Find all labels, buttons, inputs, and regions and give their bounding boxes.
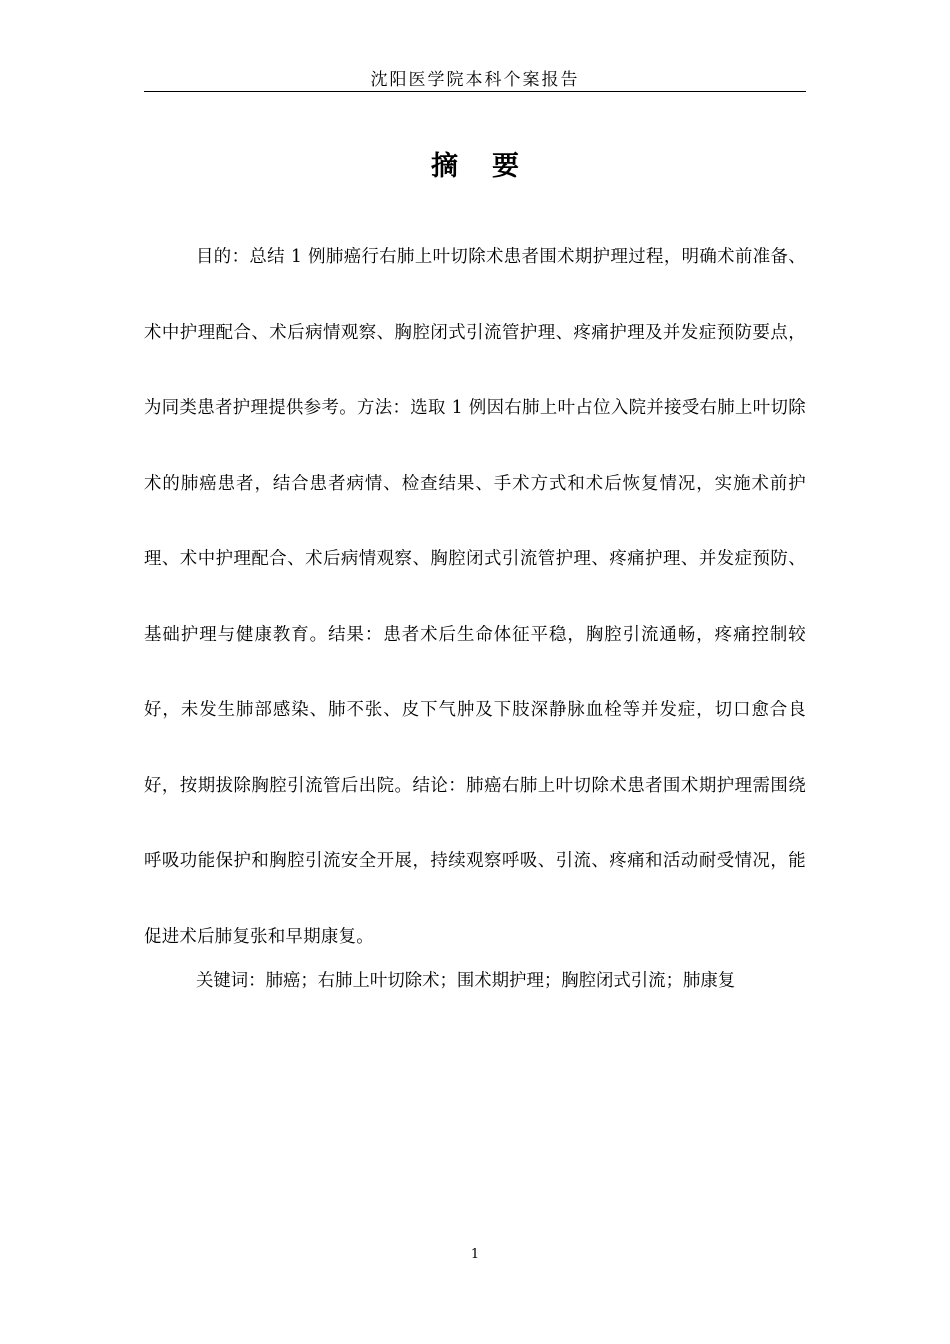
title-char-2: 要 [492,151,519,182]
method-label: 方法： [356,398,411,418]
method-text: 选取 1 例因右肺上叶占位入院并接受右肺上叶切除术的肺癌患者，结合患者病情、检查结果、手术方式和术后恢复情况，实施术前护理、术中护理配合、术后病情观察、胸腔闭式引流管护理、疼痛护理、并发症预防、基础护理与健康教育。 [144,398,806,645]
keywords-label: 关键词： [196,971,266,991]
result-text: 患者术后生命体征平稳，胸腔引流通畅，疼痛控制较好，未发生肺部感染、肺不张、皮下气肿及下肢深静脉血栓等并发症，切口愈合良好，按期拔除胸腔引流管后出院。 [144,624,806,796]
conclusion-text: 肺癌右肺上叶切除术患者围术期护理需围绕呼吸功能保护和胸腔引流安全开展，持续观察呼吸、引流、疼痛和活动耐受情况，能促进术后肺复张和早期康复。 [144,775,807,947]
objective-label: 目的： [196,247,250,267]
page-number: 1 [470,1247,480,1262]
objective-text: 总结 1 例肺癌行右肺上叶切除术患者围术期护理过程，明确术前准备、术中护理配合、术后病情观察、胸腔闭式引流管护理、疼痛护理及并发症预防要点，为同类患者护理提供参考。 [144,247,806,418]
page-header: 沈阳医学院本科个案报告 [370,70,580,90]
title-char-1: 摘 [431,151,458,182]
page-title [144,147,806,187]
keywords-line [144,963,806,999]
keywords-text: 肺癌；右肺上叶切除术；围术期护理；胸腔闭式引流；肺康复 [265,971,736,991]
result-label: 结果： [328,624,384,645]
conclusion-label: 结论： [412,775,467,796]
header-divider [144,91,806,92]
abstract-body [144,220,806,975]
